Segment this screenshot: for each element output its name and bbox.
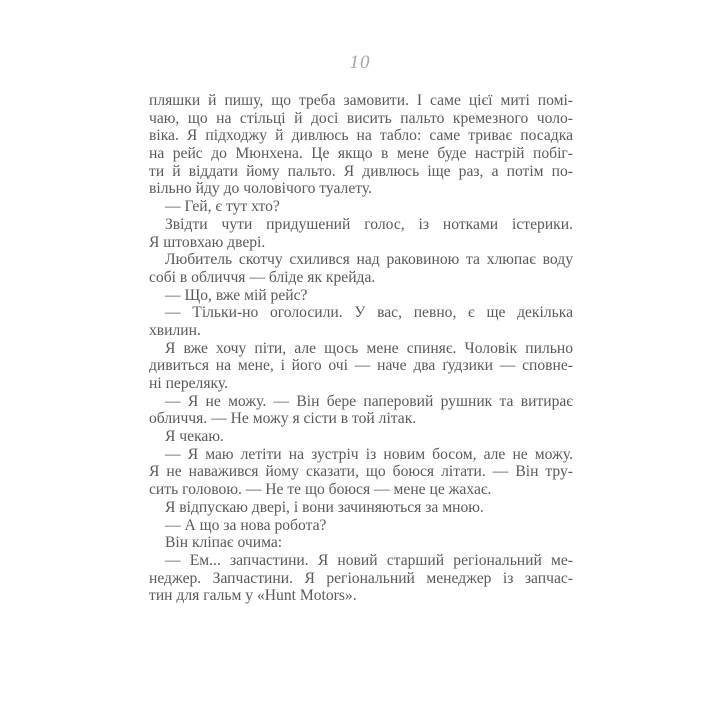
body-text: [149, 92, 573, 605]
text-line: собі в обличчя — бліде як крейда.: [149, 268, 376, 286]
text-line: Я штовхаю двері.: [149, 233, 266, 251]
text-line: — Що, вже мій рейс?: [165, 286, 308, 304]
text-line: дивиться на мене, і його очі — наче два ґудзики — сповне-: [149, 357, 573, 375]
text-line: ти й віддати йому пальто. Я дивлюсь іще раз, а потім по-: [149, 162, 573, 180]
text-line: — Я маю летіти на зустріч із новим босом, але не можу.: [165, 445, 573, 463]
text-line: Він кліпає очима:: [165, 534, 283, 552]
text-line: — А що за нова робота?: [165, 516, 327, 534]
page-number: 10: [349, 52, 371, 73]
text-line: Я не наважився йому сказати, що боюся літати. — Він тру-: [149, 463, 573, 481]
text-line: віка. Я підходжу й дивлюсь на табло: саме триває посадка: [149, 127, 573, 145]
text-line: на рейс до Мюнхена. Це якщо в мене буде настрій побіг-: [149, 145, 573, 163]
text-line: ні переляку.: [149, 375, 229, 392]
text-line: тин для гальм у «Hunt Motors».: [149, 587, 357, 605]
text-line: обличчя. — Не можу я сісти в той літак.: [149, 410, 417, 428]
text-line: хвилин.: [149, 321, 201, 339]
text-line: Звідти чути придушений голос, із нотками істерики.: [165, 215, 573, 233]
text-line: — Ем... запчастини. Я новий старший регіональний ме-: [165, 551, 573, 569]
text-line: Я чекаю.: [165, 428, 224, 446]
text-line: сить головою. — Не те що боюся — мене це жахає.: [149, 481, 492, 499]
text-line: неджер. Запчастини. Я регіональний менеджер із запчас-: [149, 569, 573, 587]
text-line: чаю, що на стільці й досі висить пальто кремезного чоло-: [149, 109, 573, 127]
text-line: — Я не можу. — Він бере паперовий рушник та витирає: [165, 392, 573, 410]
text-line: — Тільки-но оголосили. У вас, певно, є ще декілька: [165, 304, 573, 322]
text-line: Любитель скотчу схилився над раковиною та хлюпає воду: [165, 251, 573, 269]
text-line: вільно йду до чоловічого туалету.: [149, 180, 372, 198]
text-line: пляшки й пишу, що треба замовити. І саме цієї миті помі-: [149, 92, 573, 109]
text-line: — Гей, є тут хто?: [165, 198, 280, 216]
text-line: Я вже хочу піти, але щось мене спиняє. Чоловік пильно: [165, 339, 573, 357]
text-line: Я відпускаю двері, і вони зачиняються за мною.: [165, 498, 484, 516]
